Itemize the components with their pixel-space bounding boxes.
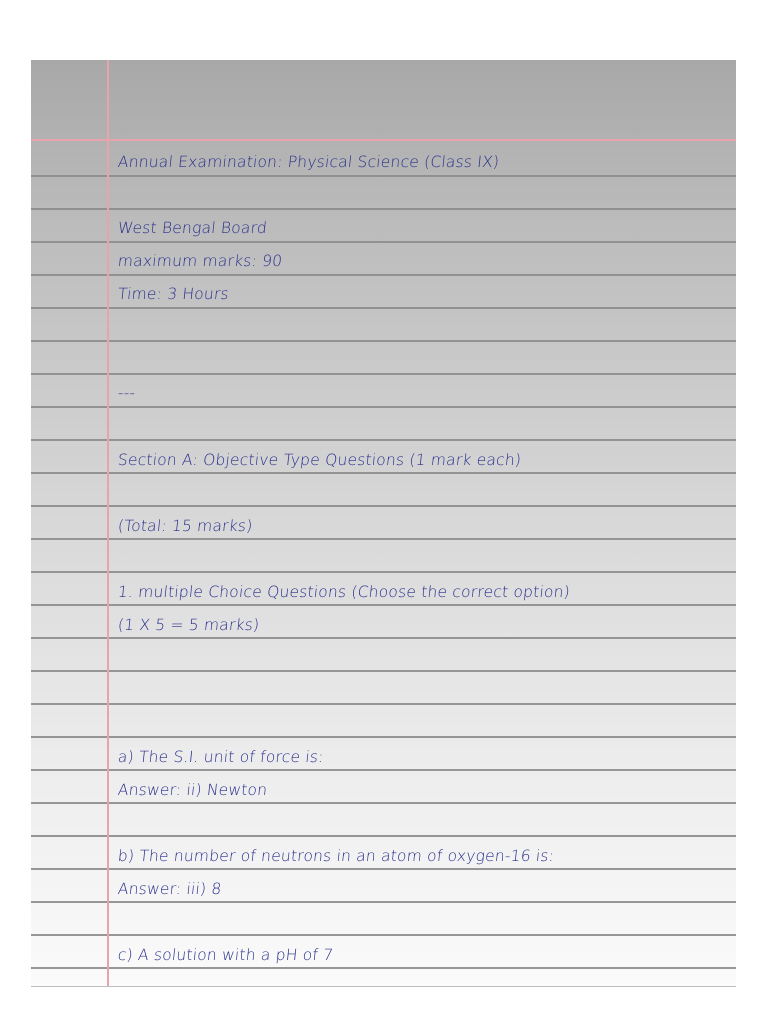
ruled-line (31, 241, 736, 243)
header-rule (31, 139, 736, 141)
exam-title: Annual Examination: Physical Science (Class IX) (117, 153, 501, 171)
ruled-line (31, 439, 736, 441)
separator: --- (117, 384, 137, 402)
ruled-line (31, 175, 736, 177)
ruled-line (31, 307, 736, 309)
ruled-line (31, 472, 736, 474)
board-name: West Bengal Board (117, 219, 268, 237)
ruled-line (31, 571, 736, 573)
question-a-answer: Answer: ii) Newton (117, 781, 269, 799)
ruled-line (31, 406, 736, 408)
page-bottom-edge (31, 986, 736, 987)
ruled-line (31, 901, 736, 903)
ruled-line (31, 637, 736, 639)
section-heading: Section A: Objective Type Questions (1 mark each) (117, 451, 523, 469)
ruled-line (31, 868, 736, 870)
question-b: b) The number of neutrons in an atom of oxygen-16 is: (117, 847, 556, 865)
ruled-line (31, 505, 736, 507)
maximum-marks: maximum marks: 90 (117, 252, 284, 270)
ruled-line (31, 802, 736, 804)
ruled-line (31, 967, 736, 969)
ruled-line (31, 538, 736, 540)
section-total: (Total: 15 marks) (117, 517, 254, 535)
ruled-line (31, 208, 736, 210)
question-c: c) A solution with a pH of 7 (117, 946, 335, 964)
notebook-page (31, 60, 736, 987)
ruled-line (31, 670, 736, 672)
ruled-line (31, 373, 736, 375)
question-b-answer: Answer: iii) 8 (117, 880, 223, 898)
ruled-line (31, 835, 736, 837)
ruled-line (31, 703, 736, 705)
question-1-marks: (1 X 5 = 5 marks) (117, 616, 261, 634)
ruled-line (31, 604, 736, 606)
ruled-line (31, 736, 736, 738)
ruled-line (31, 340, 736, 342)
ruled-line (31, 769, 736, 771)
question-a: a) The S.I. unit of force is: (117, 748, 325, 766)
ruled-line (31, 274, 736, 276)
margin-line (107, 60, 109, 987)
question-1-heading: 1. multiple Choice Questions (Choose the correct option) (117, 583, 571, 601)
exam-time: Time: 3 Hours (117, 285, 230, 303)
ruled-line (31, 934, 736, 936)
